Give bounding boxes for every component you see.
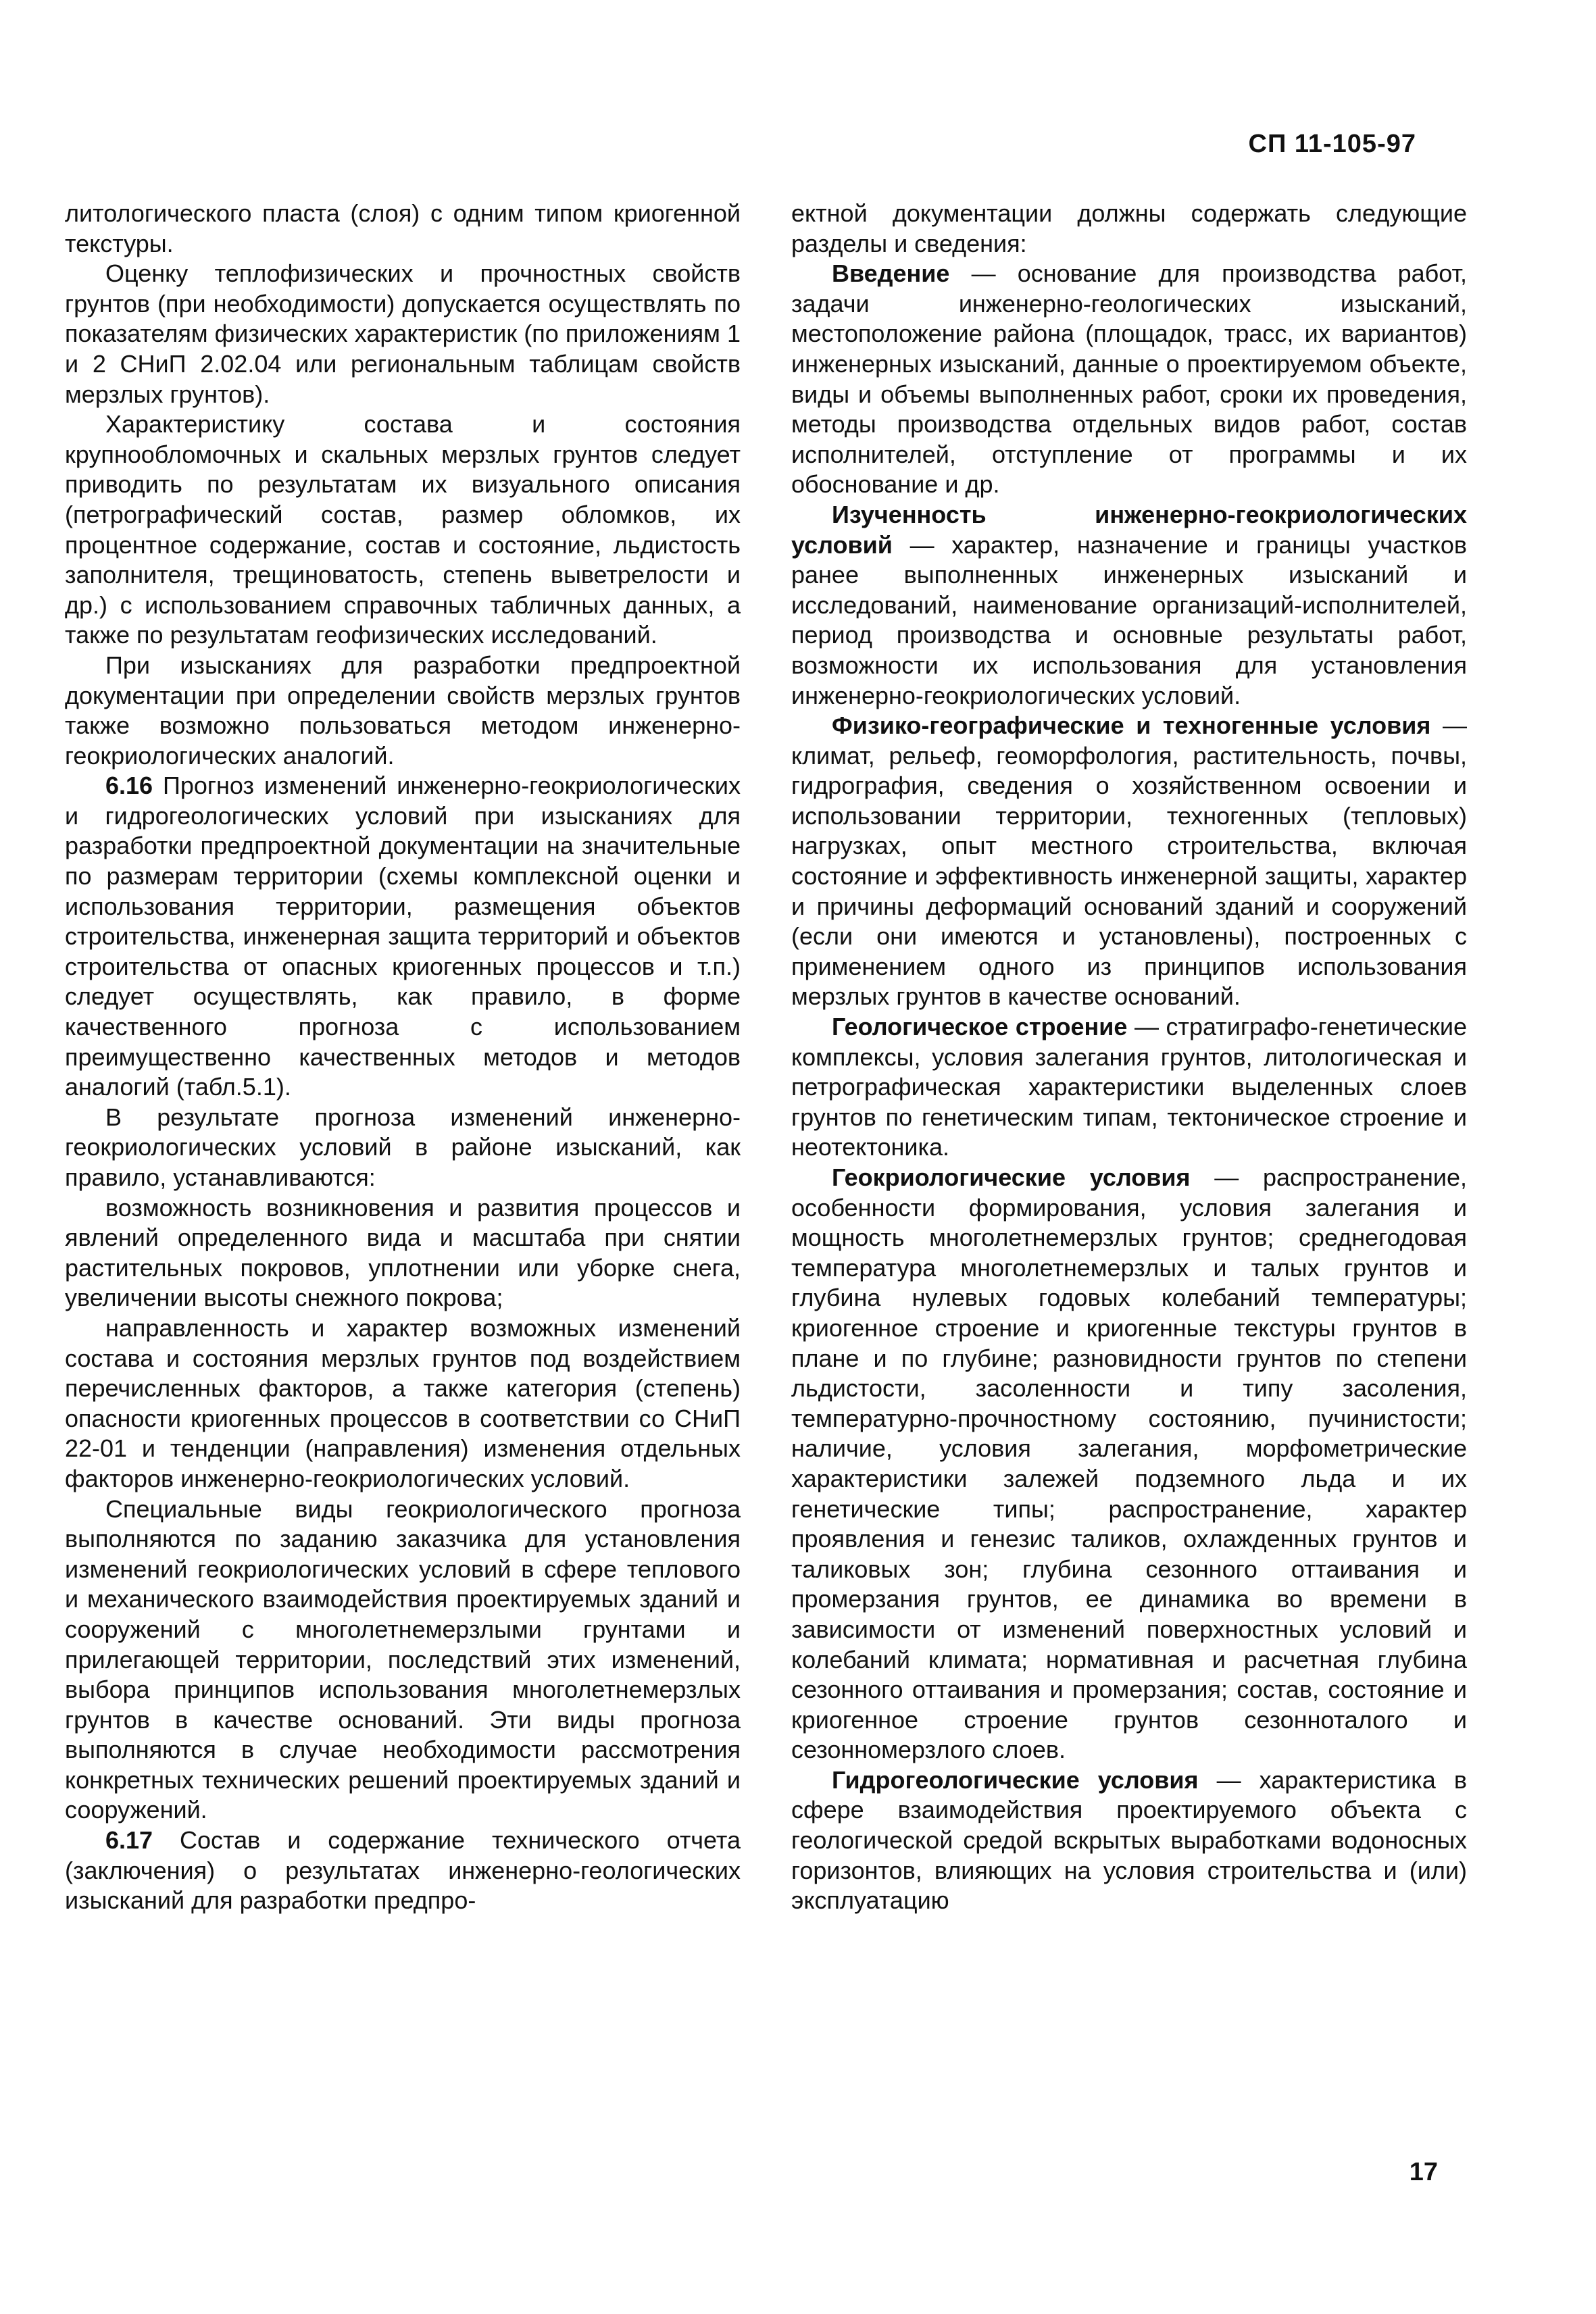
paragraph-text: ектной документации должны содержать следующие разделы и сведения: [791,199,1467,257]
paragraph-text: При изысканиях для разработки предпроектной документации при определении свойств мерзлых грунтов также возможно пользоваться методом инженерно-геокриологических аналогий. [65,651,741,770]
paragraph [791,1012,1467,1163]
paragraph-text: — характер, назначение и границы участков ранее выполненных инженерных изысканий и исследований, наименование организаций-исполнителей, период производства и основные результаты работ, возможности их использования для установления инженерно-геокриологических условий. [791,530,1467,709]
paragraph [65,259,741,409]
paragraph-text: — климат, рельеф, геоморфология, растительность, почвы, гидрография, сведения о хозяйственном освоении и использовании территории, техногенных (тепловых) нагрузках, опыт местного строительства, включая состояние и эффективность инженерной защиты, характер и причины деформаций оснований зданий и сооружений (если они имеются и установлены), построенных с применением одного из принципов использования мерзлых грунтов в качестве оснований. [791,711,1467,1011]
paragraph [65,1193,741,1313]
section-heading: Введение [832,259,950,288]
paragraph [791,711,1467,1012]
right-column [791,199,1467,1916]
paragraph-text: Характеристику состава и состояния крупнообломочных и скальных мерзлых грунтов следует приводить по результатам их визуального описания (петрографический состав, размер обломков, их процентное содержание, состав и состояние, льдистость заполнителя, трещиноватость, степень выветрелости и др.) с использованием справочных табличных данных, а также по результатам геофизических исследований. [65,410,741,649]
section-heading: Физико-географические и техногенные условия [832,711,1431,740]
paragraph [791,1163,1467,1765]
paragraph-text: — распространение, особенности формирования, условия залегания и мощность многолетнемерзлых грунтов; среднегодовая температура многолетнемерзлых и талых грунтов и глубина нулевых годовых колебаний температуры; криогенное строение и криогенные текстуры грунтов в плане и по глубине; разновидности грунтов по степени льдистости, засоленности и типу засоления, температурно-прочностному состоянию, пучинистости; наличие, условия залегания, морфометрические характеристики залежей подземного льда и их генетические типы; распространение, характер проявления и генезис таликов, охлажденных грунтов и таликовых зон; глубина сезонного оттаивания и промерзания грунтов, ее динамика во времени в зависимости от изменений поверхностных условий и колебаний климата; нормативная и расчетная глубина сезонного оттаивания и промерзания; состав, состояние и криогенное строение грунтов сезонноталого и сезонномерзлого слоев. [791,1163,1468,1764]
paragraph-text: В результате прогноза изменений инженерно-геокриологических условий в районе изысканий, как правило, устанавливаются: [65,1103,741,1191]
clause-number: 6.17 [105,1826,153,1855]
paragraph [65,651,741,771]
paragraph [791,1765,1467,1916]
paragraph [65,771,741,1103]
paragraph [65,1494,741,1826]
paragraph [65,199,741,259]
paragraph-text: — характеристика в сфере взаимодействия проектируемого объекта с геологической средой вскрытых выработками водоносных горизонтов, влияющих на условия строительства и (или) эксплуатацию [791,1765,1467,1915]
paragraph-text: возможность возникновения и развития процессов и явлений определенного вида и масштаба при снятии растительных покровов, уплотнении или уборке снега, увеличении высоты снежного покрова; [65,1193,741,1312]
section-heading: Изученность инженерно-геокриологических условий [791,500,1467,559]
clause-number: 6.16 [105,772,153,800]
paragraph-text: Прогноз изменений инженерно-геокриологических и гидрогеологических условий при изысканиях для разработки предпроектной документации на значительные по размерам территории (схемы комплексной оценки и использования территории, размещения объектов строительства, инженерная защита территорий и объектов строительства от опасных криогенных процессов и т.п.) следует осуществлять, как правило, в форме качественного прогноза с использованием преимущественно качественных методов и методов аналогий (табл.5.1). [65,772,741,1101]
document-code: СП 11-105-97 [1248,130,1416,158]
paragraph [65,1313,741,1494]
paragraph [791,500,1467,711]
paragraph-text: литологического пласта (слоя) с одним типом криогенной текстуры. [65,199,741,257]
page-number: 17 [1409,2158,1438,2186]
paragraph-text: Оценку теплофизических и прочностных свойств грунтов (при необходимости) допускается осуществлять по показателям физических характеристик (по приложениям 1 и 2 СНиП 2.02.04 или региональным таблицам свойств мерзлых грунтов). [65,259,741,408]
paragraph [65,1103,741,1193]
paragraph [65,409,741,651]
paragraph [65,1826,741,1916]
left-column [65,199,741,1916]
paragraph [791,199,1467,259]
section-heading: Геологическое строение [832,1013,1128,1041]
paragraph-text: Специальные виды геокриологического прогноза выполняются по заданию заказчика для установления изменений геокриологических условий в сфере теплового и механического взаимодействия проектируемых зданий и сооружений с многолетнемерзлыми грунтами и прилегающей территории, последствий этих изменений, выбора принципов использования многолетнемерзлых грунтов в качестве оснований. Эти виды прогноза выполняются в случае необходимости рассмотрения конкретных технических решений проектируемых зданий и сооружений. [65,1494,741,1824]
paragraph-text: — основание для производства работ, задачи инженерно-геологических изысканий, местоположение района (площадок, трасс, их вариантов) инженерных изысканий, данные о проектируемом объекте, виды и объемы выполненных работ, сроки их проведения, методы производства отдельных видов работ, состав исполнителей, отступление от программы и их обоснование и др. [791,259,1467,499]
paragraph-text: Состав и содержание технического отчета (заключения) о результатах инженерно-геологических изысканий для разработки предпро- [65,1826,741,1915]
paragraph-text: — стратиграфо-генетические комплексы, условия залегания грунтов, литологическая и петрографическая характеристики выделенных слоев грунтов по генетическим типам, тектоническое строение и неотектоника. [791,1013,1468,1161]
section-heading: Гидрогеологические условия [832,1765,1199,1794]
paragraph [791,259,1467,500]
paragraph-text: направленность и характер возможных изменений состава и состояния мерзлых грунтов под воздействием перечисленных факторов, а также категория (степень) опасности криогенных процессов в соответствии со СНиП 22-01 и тенденции (направления) изменения отдельных факторов инженерно-геокриологических условий. [65,1313,741,1492]
section-heading: Геокриологические условия [832,1163,1191,1191]
